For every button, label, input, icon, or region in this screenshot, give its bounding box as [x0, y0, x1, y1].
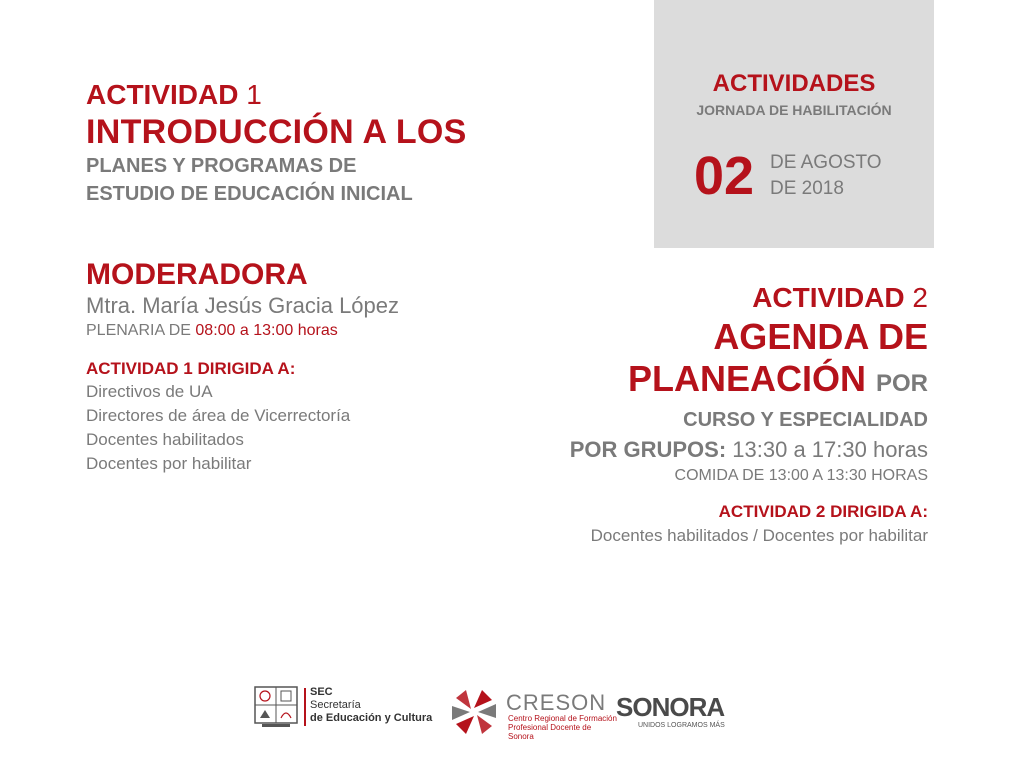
activity-2-audience: Docentes habilitados / Docentes por habilitar [590, 526, 928, 545]
sec-line2: de Educación y Cultura [310, 712, 433, 724]
sonora-logo-text: SONORA [616, 692, 725, 722]
activity-2-section [408, 280, 928, 549]
date-box-title: ACTIVIDADES [712, 70, 876, 97]
sonora-crest-icon [254, 686, 298, 728]
activity-2-groups [408, 435, 928, 465]
sec-abbr: SEC [310, 686, 333, 698]
date-month-year [770, 150, 882, 202]
list-item: Directivos de UA [86, 382, 213, 401]
sec-divider [304, 688, 306, 726]
date-box [654, 0, 934, 248]
activity-1-label: ACTIVIDAD [86, 79, 239, 110]
activity-1-title: INTRODUCCIÓN A LOS [86, 113, 467, 151]
groups-time: 13:30 a 17:30 horas [732, 437, 928, 462]
date-box-subtitle: JORNADA DE HABILITACIÓN [696, 102, 892, 118]
activity-2-title-line2 [408, 358, 928, 405]
activity-1-subtitle-line1: PLANES Y PROGRAMAS DE [86, 155, 357, 177]
footer-logos [250, 684, 760, 741]
activity-1-audience-heading: ACTIVIDAD 1 DIRIGIDA A: [86, 359, 296, 378]
activity-2-audience-heading: ACTIVIDAD 2 DIRIGIDA A: [718, 502, 928, 521]
creson-subtitle: Centro Regional de Formación Profesional Docente de Sonora [508, 714, 617, 741]
activity-1-number: 1 [246, 79, 262, 110]
lunch-time: COMIDA DE 13:00 A 13:30 HORAS [674, 467, 928, 484]
activity-1-heading [86, 78, 546, 112]
activity-1-subtitle-line2: ESTUDIO DE EDUCACIÓN INICIAL [86, 183, 413, 205]
schedule-time: 08:00 a 13:00 horas [195, 322, 338, 339]
groups-label: POR GRUPOS: [569, 437, 727, 462]
activity-2-label: ACTIVIDAD [752, 282, 905, 313]
schedule-prefix: PLENARIA DE [86, 322, 191, 339]
list-item: Docentes habilitados [86, 430, 244, 449]
activity-2-title-line1: AGENDA DE [713, 316, 928, 357]
sec-logo-text [310, 686, 432, 725]
activity-2-title-main: PLANEACIÓN [627, 358, 866, 399]
date-month: DE AGOSTO [770, 152, 882, 173]
list-item: Docentes por habilitar [86, 454, 252, 473]
date-year: DE 2018 [770, 178, 844, 199]
moderator-heading: MODERADORA [86, 258, 308, 291]
date-day: 02 [694, 146, 755, 206]
creson-logo-icon [446, 684, 502, 740]
activity-2-number: 2 [912, 282, 928, 313]
list-item: Directores de área de Vicerrectoría [86, 406, 351, 425]
activity-2-heading [408, 280, 928, 316]
creson-name: CRESON [506, 690, 607, 715]
sonora-slogan: UNIDOS LOGRAMOS MÁS [638, 722, 725, 729]
activity-2-subtitle: CURSO Y ESPECIALIDAD [683, 409, 928, 431]
activity-2-title-suffix: POR [875, 370, 928, 397]
moderator-name: Mtra. María Jesús Gracia López [86, 293, 400, 318]
sec-line1: Secretaría [310, 699, 361, 711]
